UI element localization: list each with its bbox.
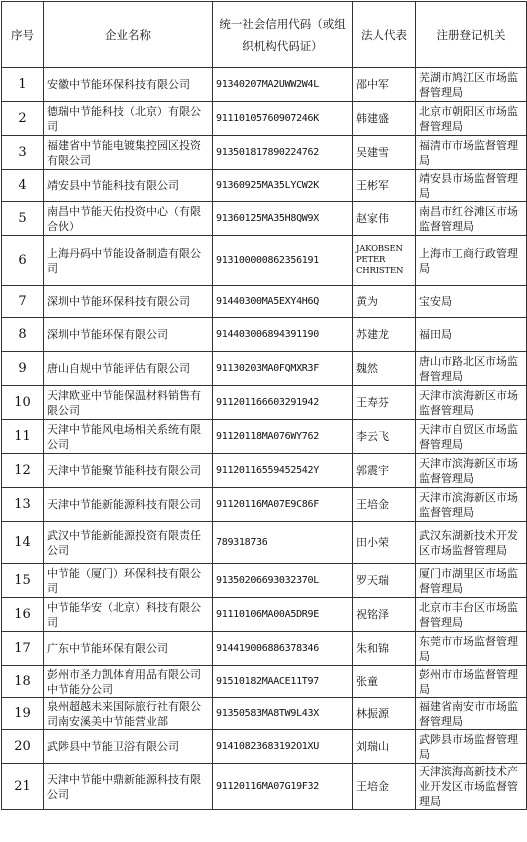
enterprise-name: 天津中节能风电场相关系统有限公司 [44,420,213,454]
legal-representative: 田小荣 [353,522,416,564]
table-row [2,730,527,764]
enterprise-name: 德瑞中节能科技（北京）有限公司 [44,102,213,136]
legal-representative: 魏然 [353,352,416,386]
table-row [2,564,527,598]
table-row [2,632,527,666]
enterprise-name: 唐山自规中节能评估有限公司 [44,352,213,386]
row-number: 7 [2,286,44,318]
row-number: 11 [2,420,44,454]
registration-authority: 南昌市红谷滩区市场监督管理局 [416,202,527,236]
registration-authority: 芜湖市鸠江区市场监督管理局 [416,68,527,102]
table-row [2,666,527,698]
table-row [2,488,527,522]
table-row [2,352,527,386]
table-row [2,764,527,810]
row-number: 13 [2,488,44,522]
table-row [2,236,527,286]
header-no: 序号 [2,2,44,68]
table-row [2,286,527,318]
credit-code: 91110105760907246K [213,102,353,136]
enterprise-name: 安徽中节能环保科技有限公司 [44,68,213,102]
table-row [2,698,527,730]
enterprise-name: 靖安县中节能科技有限公司 [44,170,213,202]
registration-authority: 福建省南安市市场监督管理局 [416,698,527,730]
legal-representative: 赵家伟 [353,202,416,236]
enterprise-name: 广东中节能环保有限公司 [44,632,213,666]
registration-authority: 北京市朝阳区市场监督管理局 [416,102,527,136]
legal-representative: 祝铭泽 [353,598,416,632]
enterprise-name: 天津中节能聚节能科技有限公司 [44,454,213,488]
row-number: 16 [2,598,44,632]
registration-authority: 彭州市市场监督管理局 [416,666,527,698]
row-number: 2 [2,102,44,136]
enterprise-name: 彭州市圣力凯体育用品有限公司中节能分公司 [44,666,213,698]
table-row [2,386,527,420]
table-row [2,318,527,352]
header-name: 企业名称 [44,2,213,68]
enterprise-name: 中节能（厦门）环保科技有限公司 [44,564,213,598]
registration-authority: 武汉东湖新技术开发区市场监督管理局 [416,522,527,564]
registration-authority: 宝安局 [416,286,527,318]
table-row [2,170,527,202]
row-number: 1 [2,68,44,102]
registration-authority: 天津市自贸区市场监督管理局 [416,420,527,454]
enterprise-registry-table [1,1,527,810]
legal-representative: 朱和锦 [353,632,416,666]
legal-representative: 郭震宇 [353,454,416,488]
row-number: 20 [2,730,44,764]
legal-representative: JAKOBSEN PETER CHRISTEN [353,236,416,286]
registration-authority: 上海市工商行政管理局 [416,236,527,286]
registration-authority: 厦门市湖里区市场监督管理局 [416,564,527,598]
table-row [2,454,527,488]
credit-code: 789318736 [213,522,353,564]
row-number: 10 [2,386,44,420]
row-number: 19 [2,698,44,730]
enterprise-name: 天津欧亚中节能保温材料销售有限公司 [44,386,213,420]
enterprise-name: 泉州超越未来国际旅行社有限公司南安溪美中节能营业部 [44,698,213,730]
legal-representative: 邵中军 [353,68,416,102]
credit-code: 91510182MAACE11T97 [213,666,353,698]
registration-authority: 唐山市路北区市场监督管理局 [416,352,527,386]
credit-code: 91120116MA07E9C86F [213,488,353,522]
row-number: 17 [2,632,44,666]
enterprise-name: 天津中节能中鼎新能源科技有限公司 [44,764,213,810]
registration-authority: 靖安县市场监督管理局 [416,170,527,202]
header-authority: 注册登记机关 [416,2,527,68]
row-number: 9 [2,352,44,386]
registration-authority: 天津市滨海新区市场监督管理局 [416,386,527,420]
row-number: 6 [2,236,44,286]
credit-code: 91350583MA8TW9L43X [213,698,353,730]
row-number: 4 [2,170,44,202]
credit-code: 914403006894391190 [213,318,353,352]
table-row [2,102,527,136]
credit-code: 913501817890224762 [213,136,353,170]
header-code: 统一社会信用代码（或组织机构代码证） [213,2,353,68]
enterprise-name: 深圳中节能环保科技有限公司 [44,286,213,318]
table-row [2,420,527,454]
credit-code: 911201166603291942 [213,386,353,420]
table-row [2,598,527,632]
legal-representative: 王彬军 [353,170,416,202]
credit-code: 91410823683192O1XU [213,730,353,764]
row-number: 3 [2,136,44,170]
row-number: 18 [2,666,44,698]
credit-code: 91360925MA35LYCW2K [213,170,353,202]
enterprise-name: 福建省中节能电镀集控园区投资有限公司 [44,136,213,170]
enterprise-name: 中节能华安（北京）科技有限公司 [44,598,213,632]
header-rep: 法人代表 [353,2,416,68]
credit-code: 91350206693032370L [213,564,353,598]
header-row [2,2,527,68]
registration-authority: 福田局 [416,318,527,352]
legal-representative: 刘瑞山 [353,730,416,764]
row-number: 15 [2,564,44,598]
legal-representative: 王培金 [353,764,416,810]
table-row [2,68,527,102]
legal-representative: 林振源 [353,698,416,730]
registration-authority: 北京市丰台区市场监督管理局 [416,598,527,632]
legal-representative: 苏建龙 [353,318,416,352]
row-number: 8 [2,318,44,352]
credit-code: 91120118MA076WY762 [213,420,353,454]
credit-code: 91360125MA35H8QW9X [213,202,353,236]
credit-code: 91120116559452542Y [213,454,353,488]
table-row [2,202,527,236]
credit-code: 91110106MA00A5DR9E [213,598,353,632]
enterprise-name: 上海丹码中节能设备制造有限公司 [44,236,213,286]
enterprise-name: 武汉中节能新能源投资有限责任公司 [44,522,213,564]
credit-code: 914419006886378346 [213,632,353,666]
registration-authority: 天津市滨海新区市场监督管理局 [416,488,527,522]
credit-code: 91120116MA07G19F32 [213,764,353,810]
enterprise-name: 深圳中节能环保有限公司 [44,318,213,352]
enterprise-name: 武陟县中节能卫浴有限公司 [44,730,213,764]
legal-representative: 王培金 [353,488,416,522]
credit-code: 91440300MA5EXY4H6Q [213,286,353,318]
legal-representative: 罗天瑞 [353,564,416,598]
row-number: 14 [2,522,44,564]
registration-authority: 东莞市市场监督管理局 [416,632,527,666]
registration-authority: 天津市滨海新区市场监督管理局 [416,454,527,488]
legal-representative: 张童 [353,666,416,698]
table-row [2,522,527,564]
legal-representative: 吴建雪 [353,136,416,170]
legal-representative: 韩建盛 [353,102,416,136]
credit-code: 913100000862356191 [213,236,353,286]
enterprise-name: 南昌中节能天佑投资中心（有限合伙） [44,202,213,236]
row-number: 5 [2,202,44,236]
enterprise-name: 天津中节能新能源科技有限公司 [44,488,213,522]
registration-authority: 武陟县市场监督管理局 [416,730,527,764]
legal-representative: 黄为 [353,286,416,318]
legal-representative: 李云飞 [353,420,416,454]
row-number: 12 [2,454,44,488]
credit-code: 91340207MA2UWW2W4L [213,68,353,102]
credit-code: 91130203MA0FQMXR3F [213,352,353,386]
table-row [2,136,527,170]
legal-representative: 王寿芬 [353,386,416,420]
registration-authority: 天津滨海高新技术产业开发区市场监督管理局 [416,764,527,810]
row-number: 21 [2,764,44,810]
registration-authority: 福清市市场监督管理局 [416,136,527,170]
